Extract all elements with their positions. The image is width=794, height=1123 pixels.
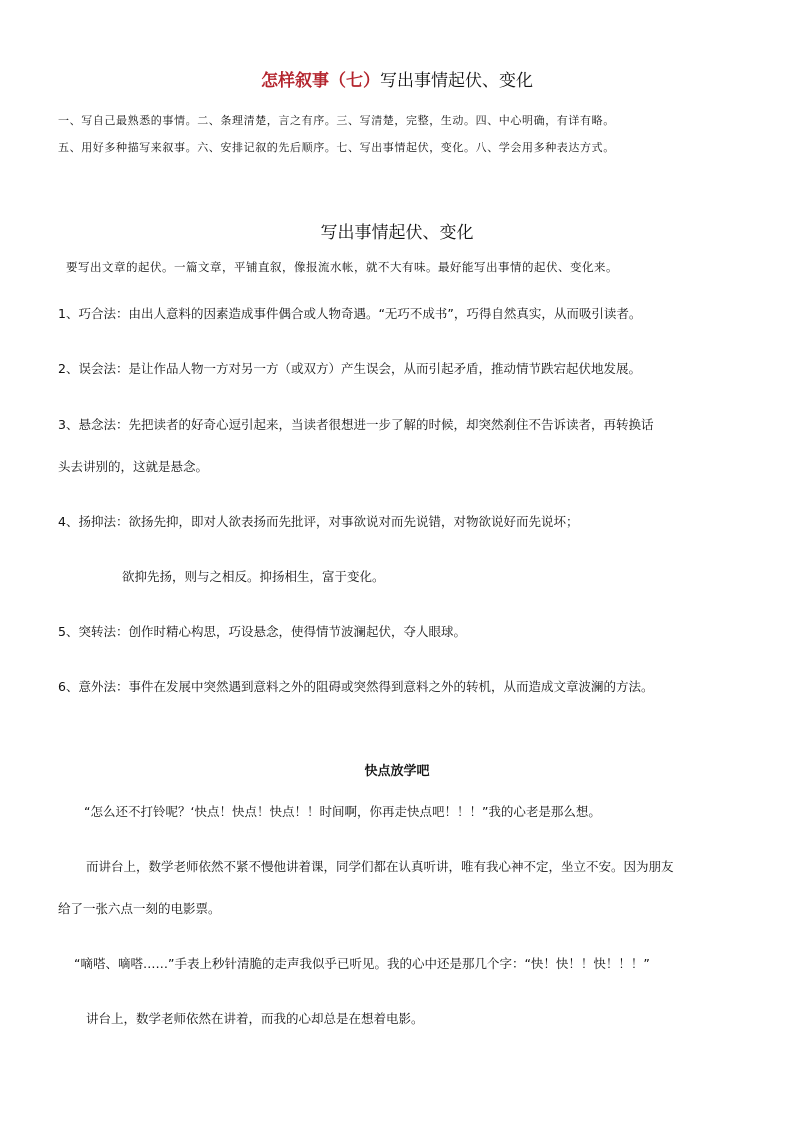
method-1: 1、巧合法：由出人意料的因素造成事件偶合或人物奇遇。“无巧不成书”，巧得自然真实，从而吸引读者。 xyxy=(58,306,642,321)
section-title: 写出事情起伏、变化 xyxy=(320,223,474,243)
method-6: 6、意外法：事件在发展中突然遇到意料之外的阻碍或突然得到意料之外的转机，从而造成文章波澜的方法。 xyxy=(58,679,654,694)
intro-line-2: 五、用好多种描写来叙事。六、安排记叙的先后顺序。七、写出事情起伏，变化。八、学会用多种表达方式。 xyxy=(58,141,615,154)
story-paragraph-3: “嘀嗒、嘀嗒……”手表上秒针清脆的走声我似乎已听见。我的心中还是那几个字：“快！快！！快！！！” xyxy=(74,956,650,971)
story-paragraph-4: 讲台上，数学老师依然在讲着，而我的心却总是在想着电影。 xyxy=(86,1011,424,1026)
section-lead: 要写出文章的起伏。一篇文章，平铺直叙，像报流水帐，就不大有味。最好能写出事情的起伏、变化来。 xyxy=(66,260,618,274)
method-2: 2、误会法：是让作品人物一方对另一方（或双方）产生误会，从而引起矛盾，推动情节跌宕起伏地发展。 xyxy=(58,361,641,376)
intro-line-1: 一、写自己最熟悉的事情。二、条理清楚，言之有序。三、写清楚，完整，生动。四、中心明确，有详有略。 xyxy=(58,114,615,127)
page-title xyxy=(0,66,794,91)
method-4-continued: 欲抑先扬，则与之相反。抑扬相生，富于变化。 xyxy=(122,569,385,584)
method-5: 5、突转法：创作时精心构思，巧设悬念，使得情节波澜起伏，夺人眼球。 xyxy=(58,624,466,639)
method-3-continued: 头去讲别的，这就是悬念。 xyxy=(58,459,209,474)
story-title: 快点放学吧 xyxy=(364,764,430,779)
method-3: 3、悬念法：先把读者的好奇心逗引起来，当读者很想进一步了解的时候，却突然刹住不告诉读者，再转换话 xyxy=(58,417,654,432)
story-paragraph-2: 而讲台上，数学老师依然不紧不慢他讲着课，同学们都在认真听讲，唯有我心神不定，坐立不安。因为朋友 xyxy=(86,859,674,874)
page-title-red: 怎样叙事（七） xyxy=(261,71,380,91)
story-paragraph-2-continued: 给了一张六点一刻的电影票。 xyxy=(58,901,221,916)
story-paragraph-1: “怎么还不打铃呢？‘快点！快点！快点！！时间啊，你再走快点吧！！！”我的心老是那么想。 xyxy=(84,804,601,819)
method-4: 4、扬抑法：欲扬先抑，即对人欲表扬而先批评，对事欲说对而先说错，对物欲说好而先说坏； xyxy=(58,514,579,529)
page-title-rest: 写出事情起伏、变化 xyxy=(380,71,533,91)
